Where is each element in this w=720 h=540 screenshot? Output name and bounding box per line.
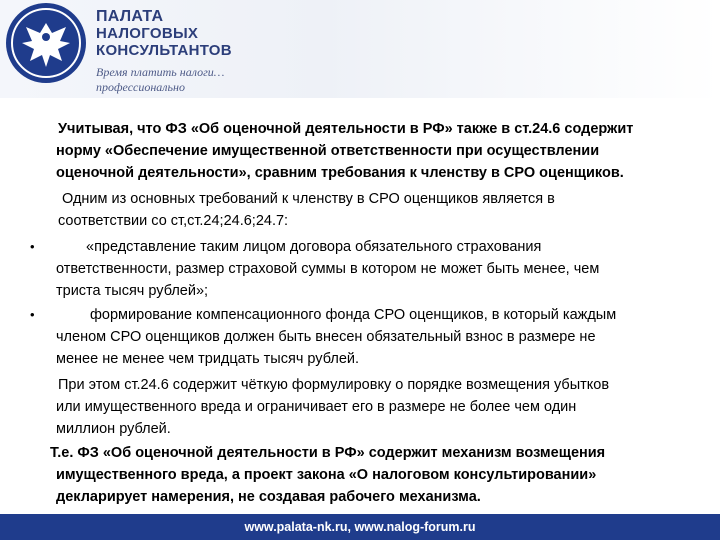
paragraph-4-line-2: имущественного вреда, а проект закона «О налоговом консультировании» bbox=[56, 467, 597, 483]
footer-bar bbox=[0, 514, 720, 540]
paragraph-4-line-3: декларирует намерения, не создавая рабочего механизма. bbox=[56, 489, 481, 505]
paragraph-3-line-1: При этом ст.24.6 содержит чёткую формулировку о порядке возмещения убытков bbox=[58, 377, 610, 393]
tagline-line-1: Время платить налоги… bbox=[96, 65, 225, 79]
paragraph-2-line-1: Одним из основных требований к членству в СРО оценщиков является в bbox=[62, 191, 555, 207]
bullet-1-line-2: ответственности, размер страховой суммы в котором не может быть менее, чем bbox=[56, 261, 600, 277]
brand-line-1: ПАЛАТА bbox=[96, 8, 164, 25]
bullet-2-line-2: членом СРО оценщиков должен быть внесен обязательный взнос в размере не bbox=[56, 329, 596, 345]
brand-line-3: КОНСУЛЬТАНТОВ bbox=[96, 42, 232, 59]
paragraph-1-line-1: Учитывая, что ФЗ «Об оценочной деятельности в РФ» также в ст.24.6 содержит bbox=[58, 121, 634, 137]
paragraph-2-line-2: соответствии со ст,ст.24;24.6;24.7: bbox=[58, 213, 289, 229]
bullet-1-line-1: «представление таким лицом договора обязательного страхования bbox=[86, 239, 542, 255]
bullet-2-line-3: менее не менее чем тридцать тысяч рублей. bbox=[56, 351, 360, 367]
bullet-marker-2: • bbox=[30, 307, 35, 322]
brand-line-2: НАЛОГОВЫХ bbox=[96, 25, 199, 42]
paragraph-3-line-3: миллион рублей. bbox=[56, 421, 171, 437]
footer-links[interactable]: www.palata-nk.ru, www.nalog-forum.ru bbox=[244, 520, 476, 534]
paragraph-1-line-2: норму «Обеспечение имущественной ответственности при осуществлении bbox=[56, 143, 600, 159]
paragraph-4-line-1: Т.е. ФЗ «Об оценочной деятельности в РФ» содержит механизм возмещения bbox=[50, 445, 606, 461]
paragraph-1-line-3: оценочной деятельности», сравним требования к членству в СРО оценщиков. bbox=[56, 165, 624, 181]
bullet-2-line-1: формирование компенсационного фонда СРО оценщиков, в который каждым bbox=[90, 307, 617, 323]
tagline-line-2: профессионально bbox=[96, 80, 185, 94]
bullet-1-line-3: триста тысяч рублей»; bbox=[56, 283, 209, 299]
paragraph-3-line-2: или имущественного вреда и ограничивает его в размере не более чем один bbox=[56, 399, 577, 415]
bullet-marker-1: • bbox=[30, 239, 35, 254]
